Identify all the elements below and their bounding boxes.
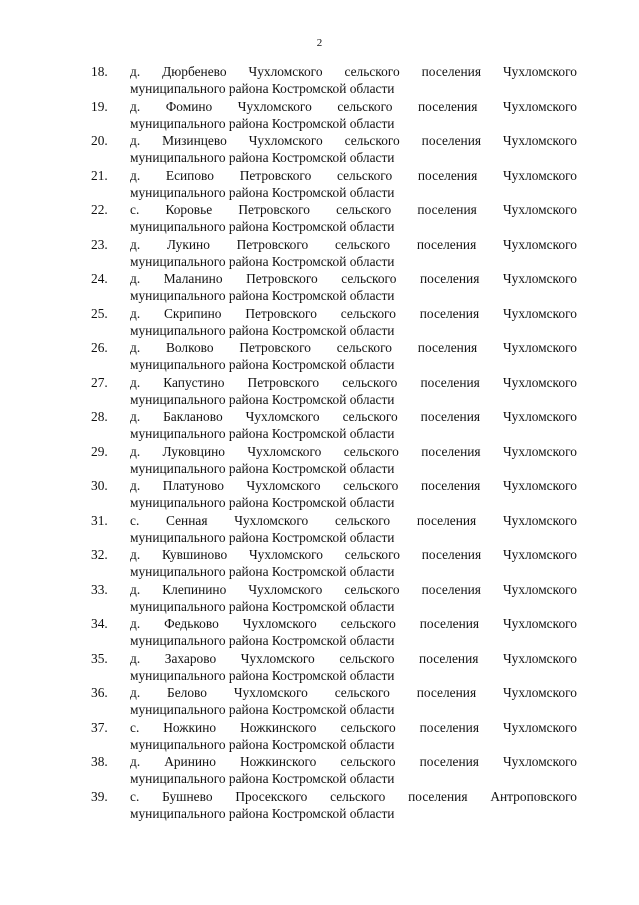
item-continuation-line: муниципального района Костромской области <box>130 391 395 407</box>
item-word: д. <box>130 581 141 597</box>
item-word: сельского <box>342 374 398 390</box>
item-continuation-line: муниципального района Костромской области <box>130 633 395 648</box>
item-word: Петровского <box>246 271 318 286</box>
item-word: поселения <box>417 202 477 217</box>
item-word: сельского <box>336 340 392 355</box>
item-word: поселения <box>420 478 481 493</box>
item-word: сельского <box>340 616 396 631</box>
item-number: 38. <box>91 754 108 769</box>
item-word: Чухломского <box>502 236 577 252</box>
item-word: Сенная <box>166 512 208 528</box>
item-word: сельского <box>344 64 400 79</box>
item-continuation-line: муниципального района Костромской области <box>130 357 395 372</box>
item-word: Петровского <box>247 374 320 390</box>
list-item <box>91 202 577 237</box>
item-word: Ножкинского <box>240 719 317 735</box>
item-number: 20. <box>91 133 108 148</box>
item-word: д. <box>130 616 141 631</box>
item-first-line <box>130 720 577 737</box>
item-word: Белово <box>167 685 207 700</box>
item-word: поселения <box>421 64 481 79</box>
item-continuation-line: муниципального района Костромской области <box>130 81 395 96</box>
item-first-line <box>130 651 577 668</box>
item-word: Луковцино <box>162 443 225 459</box>
item-word: Чухломского <box>502 271 577 286</box>
item-word: Петровского <box>239 167 312 183</box>
item-word: Кувшиново <box>161 547 228 562</box>
item-number: 30. <box>91 478 108 493</box>
item-word: Федьково <box>164 616 219 631</box>
item-word: Чухломского <box>246 478 321 493</box>
item-number: 22. <box>91 202 108 217</box>
item-word: д. <box>130 340 141 355</box>
item-word: с. <box>130 512 140 528</box>
item-continuation-line: муниципального района Костромской области <box>130 564 395 579</box>
item-continuation-line: муниципального района Костромской области <box>130 702 395 717</box>
item-word: сельского <box>340 754 396 769</box>
item-number: 35. <box>91 650 108 666</box>
item-word: Чухломского <box>502 719 577 735</box>
list-item <box>91 64 577 99</box>
item-word: д. <box>130 754 141 769</box>
item-word: д. <box>130 374 141 390</box>
item-word: Чухломского <box>502 512 577 528</box>
list-item <box>91 237 577 272</box>
item-continuation-line: муниципального района Костромской области <box>130 736 395 752</box>
item-number: 31. <box>91 512 108 528</box>
item-word: д. <box>130 409 141 424</box>
item-word: Чухломского <box>502 581 577 597</box>
item-word: Платуново <box>162 478 224 493</box>
item-word: поселения <box>421 547 482 562</box>
item-first-line <box>130 168 577 185</box>
item-word: Капустино <box>163 374 225 390</box>
item-word: Петровского <box>245 305 317 321</box>
item-word: Чухломского <box>502 340 577 355</box>
item-word: Чухломского <box>502 64 577 79</box>
item-word: Чухломского <box>502 409 577 424</box>
item-word: поселения <box>416 512 477 528</box>
item-word: Петровского <box>236 236 309 252</box>
item-first-line <box>130 202 577 219</box>
item-word: д. <box>130 133 141 148</box>
item-word: Чухломского <box>233 685 308 700</box>
item-first-line <box>130 478 577 495</box>
item-number: 23. <box>91 236 108 252</box>
item-word: Чухломского <box>502 202 577 217</box>
item-word: Чухломского <box>237 98 312 114</box>
item-word: поселения <box>417 167 478 183</box>
item-word: Чухломского <box>502 685 577 700</box>
list-item <box>91 685 577 720</box>
item-number: 37. <box>91 719 108 735</box>
item-word: сельского <box>336 202 392 217</box>
item-word: д. <box>130 64 141 79</box>
item-first-line <box>130 340 577 357</box>
item-word: поселения <box>421 581 481 597</box>
list-item <box>91 375 577 410</box>
list-item <box>91 478 577 513</box>
list-item <box>91 547 577 582</box>
list-item <box>91 271 577 306</box>
item-word: поселения <box>421 133 482 148</box>
item-word: Чухломского <box>248 64 323 79</box>
list-item <box>91 409 577 444</box>
settlement-list <box>91 64 577 823</box>
item-word: Волково <box>165 340 214 355</box>
item-word: Петровского <box>239 340 311 355</box>
item-continuation-line: муниципального района Костромской области <box>130 288 395 303</box>
item-number: 36. <box>91 685 108 700</box>
item-word: Чухломского <box>248 581 323 597</box>
item-continuation-line: муниципального района Костромской области <box>130 219 395 234</box>
item-word: д. <box>130 443 141 459</box>
item-word: с. <box>130 719 140 735</box>
item-word: Чухломского <box>234 512 309 528</box>
list-item <box>91 754 577 789</box>
item-word: с. <box>130 202 140 217</box>
item-word: Чухломского <box>502 650 577 666</box>
item-word: сельского <box>334 685 390 700</box>
item-first-line <box>130 133 577 150</box>
list-item <box>91 720 577 755</box>
item-first-line <box>130 64 577 81</box>
item-continuation-line: муниципального района Костромской области <box>130 667 395 683</box>
item-number: 33. <box>91 581 108 597</box>
item-word: сельского <box>343 443 399 459</box>
item-continuation-line: муниципального района Костромской области <box>130 150 395 165</box>
item-continuation-line: муниципального района Костромской области <box>130 426 395 441</box>
item-word: Чухломского <box>240 650 315 666</box>
list-item <box>91 168 577 203</box>
item-number: 34. <box>91 616 108 631</box>
item-continuation-line: муниципального района Костромской области <box>130 598 395 614</box>
list-item <box>91 99 577 134</box>
item-word: поселения <box>421 443 481 459</box>
item-word: Чухломского <box>502 443 577 459</box>
item-number: 26. <box>91 340 108 355</box>
item-word: Чухломского <box>502 98 577 114</box>
item-word: сельского <box>337 98 393 114</box>
item-word: Фомино <box>165 98 213 114</box>
item-first-line <box>130 306 577 323</box>
list-item <box>91 340 577 375</box>
item-word: Чухломского <box>245 409 320 424</box>
item-word: д. <box>130 478 141 493</box>
item-first-line <box>130 582 577 599</box>
list-item <box>91 513 577 548</box>
item-word: Чухломского <box>502 616 577 631</box>
item-word: поселения <box>420 409 481 424</box>
item-word: Чухломского <box>248 547 323 562</box>
item-first-line <box>130 409 577 426</box>
item-number: 39. <box>91 788 108 804</box>
item-word: Петровского <box>238 202 310 217</box>
item-word: Чухломского <box>242 616 317 631</box>
list-item <box>91 616 577 651</box>
item-first-line <box>130 513 577 530</box>
item-word: поселения <box>419 271 480 286</box>
item-word: Есипово <box>165 167 214 183</box>
item-word: сельского <box>334 512 391 528</box>
item-word: сельского <box>341 271 397 286</box>
item-continuation-line: муниципального района Костромской области <box>130 115 395 131</box>
item-number: 32. <box>91 547 108 562</box>
item-first-line <box>130 789 577 806</box>
item-word: поселения <box>419 305 480 321</box>
item-number: 24. <box>91 271 108 286</box>
item-first-line <box>130 444 577 461</box>
item-word: поселения <box>408 788 468 804</box>
item-word: д. <box>130 167 141 183</box>
item-word: д. <box>130 236 141 252</box>
item-number: 21. <box>91 167 108 183</box>
item-word: Чухломского <box>248 133 323 148</box>
item-first-line <box>130 754 577 771</box>
item-word: поселения <box>419 719 479 735</box>
item-word: сельского <box>334 236 391 252</box>
item-continuation-line: муниципального района Костромской области <box>130 529 395 545</box>
item-word: сельского <box>337 167 393 183</box>
item-first-line <box>130 616 577 633</box>
item-word: д. <box>130 650 141 666</box>
list-item <box>91 306 577 341</box>
item-continuation-line: муниципального района Костромской области <box>130 322 395 338</box>
list-item <box>91 444 577 479</box>
item-word: Клепинино <box>162 581 227 597</box>
item-word: Просекского <box>235 788 308 804</box>
item-word: Бакланово <box>163 409 223 424</box>
item-word: поселения <box>420 374 480 390</box>
item-word: Чухломского <box>502 478 577 493</box>
item-continuation-line: муниципального района Костромской области <box>130 495 395 510</box>
item-word: сельского <box>340 719 396 735</box>
item-word: Аринино <box>164 754 216 769</box>
item-number: 28. <box>91 409 108 424</box>
item-word: Чухломского <box>502 167 577 183</box>
item-word: поселения <box>418 98 478 114</box>
item-word: поселения <box>419 754 479 769</box>
item-word: д. <box>130 271 141 286</box>
item-word: Бушнево <box>162 788 213 804</box>
item-word: Лукино <box>166 236 210 252</box>
item-word: Коровье <box>165 202 213 217</box>
item-number: 18. <box>91 64 108 79</box>
item-word: Чухломского <box>502 133 577 148</box>
item-word: сельского <box>340 305 396 321</box>
item-number: 19. <box>91 98 108 114</box>
item-word: д. <box>130 98 141 114</box>
item-word: Мизинцево <box>162 133 227 148</box>
item-number: 29. <box>91 443 108 459</box>
list-item <box>91 651 577 686</box>
item-word: поселения <box>416 236 477 252</box>
page-number: 2 <box>316 37 323 49</box>
item-first-line <box>130 237 577 254</box>
item-continuation-line: муниципального района Костромской области <box>130 460 395 476</box>
item-word: сельского <box>343 478 399 493</box>
item-word: Ножкино <box>163 719 217 735</box>
item-continuation-line: муниципального района Костромской области <box>130 805 395 821</box>
list-item <box>91 789 577 824</box>
item-number: 25. <box>91 305 108 321</box>
item-word: поселения <box>417 340 478 355</box>
item-word: д. <box>130 547 141 562</box>
item-word: сельского <box>344 547 400 562</box>
item-word: д. <box>130 685 141 700</box>
list-item <box>91 133 577 168</box>
item-word: поселения <box>416 685 477 700</box>
item-continuation-line: муниципального района Костромской области <box>130 253 395 269</box>
item-word: д. <box>130 305 141 321</box>
item-word: поселения <box>419 650 479 666</box>
item-word: Антроповского <box>490 788 577 804</box>
item-first-line <box>130 99 577 116</box>
item-word: Ножкинского <box>239 754 317 769</box>
item-word: с. <box>130 788 140 804</box>
item-number: 27. <box>91 374 108 390</box>
item-first-line <box>130 271 577 288</box>
item-word: сельского <box>339 650 395 666</box>
item-first-line <box>130 685 577 702</box>
item-word: сельского <box>344 133 400 148</box>
item-first-line <box>130 547 577 564</box>
item-word: поселения <box>419 616 480 631</box>
item-continuation-line: муниципального района Костромской области <box>130 184 395 200</box>
item-word: Чухломского <box>247 443 322 459</box>
item-word: Чухломского <box>502 547 577 562</box>
item-word: Чухломского <box>502 374 577 390</box>
item-word: Маланино <box>163 271 223 286</box>
item-word: сельского <box>344 581 400 597</box>
item-word: Скрипино <box>164 305 222 321</box>
list-item <box>91 582 577 617</box>
item-word: Дюрбенево <box>162 64 227 79</box>
item-word: Чухломского <box>502 305 577 321</box>
item-first-line <box>130 375 577 392</box>
item-word: Захарово <box>164 650 217 666</box>
item-word: Чухломского <box>502 754 577 769</box>
item-word: сельского <box>330 788 386 804</box>
item-word: сельского <box>342 409 398 424</box>
item-continuation-line: муниципального района Костромской области <box>130 771 395 786</box>
